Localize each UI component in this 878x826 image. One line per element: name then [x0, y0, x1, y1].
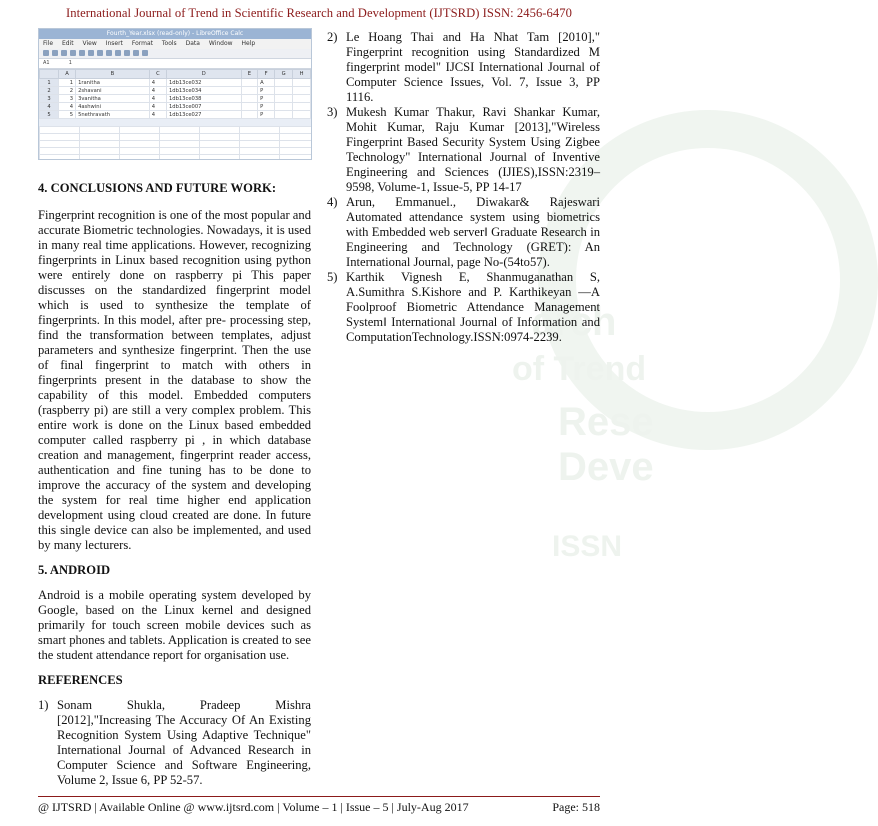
empty-grid: [39, 126, 311, 159]
page-number: Page: 518: [552, 800, 600, 814]
toolbar-icon: [115, 50, 121, 56]
menu-item: Edit: [61, 40, 74, 47]
menu-item: Format: [131, 40, 153, 47]
menu-item: View: [82, 40, 97, 47]
toolbar-icon: [43, 50, 49, 56]
list-item: [38, 698, 311, 788]
reference-text: Karthik Vignesh E, Shanmuganathan S, A.Sumithra S.Kishore and P. Karthikeyan ―A Foolproof Biometric Attendance Management System‖ International Journal of Information and ComputationTechnology.ISSN:0974-2239.: [346, 270, 600, 344]
column-header: D: [166, 70, 241, 79]
table-row: 2 2 2shavani 4 1db13ce034 P: [40, 87, 311, 95]
toolbar-icon: [88, 50, 94, 56]
journal-header: International Journal of Trend in Scientific Research and Development (IJTSRD) ISSN: 2456-6470: [66, 6, 572, 20]
formula-value: 1: [68, 60, 72, 66]
reference-text: Arun, Emmanuel., Diwakar& Rajeswari Automated attendance system using biometrics with Embedded web server‖ Graduate Research in Engineering and Technology (GRET): An International Journal, page No-(54to57).: [346, 195, 600, 269]
toolbar-icon: [124, 50, 130, 56]
column-header: H: [293, 70, 311, 79]
cell-reference: A1: [43, 60, 50, 66]
reference-text: Sonam Shukla, Pradeep Mishra [2012],"Increasing The Accuracy Of An Existing Recognition System Using Adaptive Technique" International Journal of Advanced Research in Computer Science and Software Engineering, Volume 2, Issue 6, PP 52-57.: [57, 698, 311, 787]
column-header: A: [59, 70, 76, 79]
toolbar: [39, 49, 311, 59]
reference-number: 5): [327, 270, 338, 284]
table-row: 3 3 3vanitha 4 1db13ce038 P: [40, 95, 311, 103]
reference-number: 4): [327, 195, 338, 209]
footer-info: @ IJTSRD | Available Online @ www.ijtsrd.com | Volume – 1 | Issue – 5 | July-Aug 2017: [38, 800, 469, 814]
toolbar-icon: [52, 50, 58, 56]
column-header: B: [76, 70, 150, 79]
column-header: G: [275, 70, 293, 79]
reference-text: Le Hoang Thai and Ha Nhat Tam [2010]," Fingerprint recognition using Standardized M fingerprint model" IJCSI International Journal of Computer Science Issues, Vol. 7, Issue 3, PP 1116.: [346, 30, 600, 104]
menu-item: Tools: [161, 40, 177, 47]
reference-number: 2): [327, 30, 338, 44]
right-column: [327, 30, 600, 345]
column-header: E: [241, 70, 258, 79]
window-title: Fourth_Year.xlsx (read-only) - LibreOffice Calc: [39, 29, 311, 39]
reference-list: [38, 698, 311, 788]
menu-item: Insert: [105, 40, 123, 47]
section-paragraph: Fingerprint recognition is one of the most popular and accurate Biometric technologies. Nowadays, it is used in many real time applications. However, recognizing fingerprints in Linux based recognition using python were entirely done on raspberry pi This paper discusses on the standardized fingerprint model which is used to synthesize the template of fingerprints. In this model, after pre- processing step, find the transformation between templates, adjust parameters and synthesize fingerprint. Then the use of final fingerprint to match with others in fingerprints present in the database to show the capability of this model. Embedded computers (raspberry pi) are still a very complex problem. This entire work is done on the Linux based embedded computer called raspberry pi , in which database creation and management, fingerprint reader access, authentication and fine tuning has to be done to improve the accuracy of the system and developing the system for real time higher end application development using cloud created are done. In future this single device can also be implemented, and used by many lecturers.: [38, 208, 311, 552]
table-row: 5 5 5nethravath 4 1db13ce027 P: [40, 111, 311, 119]
list-item: [327, 195, 600, 270]
menu-item: File: [43, 40, 54, 47]
watermark-text: Deve: [558, 445, 654, 489]
references-heading: REFERENCES: [38, 673, 123, 687]
reference-number: 3): [327, 105, 338, 119]
toolbar-icon: [70, 50, 76, 56]
toolbar-icon: [133, 50, 139, 56]
section-heading: 4. CONCLUSIONS AND FUTURE WORK:: [38, 181, 277, 195]
table-row: 1 1 1ranitha 4 1db13ce032 A: [40, 79, 311, 87]
menu-item: Window: [208, 40, 233, 47]
section-heading: 5. ANDROID: [38, 563, 111, 577]
toolbar-icon: [79, 50, 85, 56]
list-item: [327, 30, 600, 105]
watermark-text: of Trend: [512, 350, 647, 388]
left-column: [38, 181, 311, 788]
section-paragraph: Android is a mobile operating system developed by Google, based on the Linux kernel and designed primarily for touch screen mobile devices such as smart phones and tablets. Application is created to see the student attendance report for organisation use.: [38, 588, 311, 662]
toolbar-icon: [106, 50, 112, 56]
list-item: [327, 270, 600, 345]
watermark-text: Rese: [558, 400, 654, 444]
footer-divider: [38, 796, 600, 797]
column-header: F: [258, 70, 275, 79]
spreadsheet-screenshot: [38, 28, 312, 160]
toolbar-icon: [61, 50, 67, 56]
sheet-grid: [39, 69, 311, 119]
watermark-text: ISSN: [552, 530, 623, 563]
toolbar-icon: [142, 50, 148, 56]
page-footer: [38, 800, 600, 815]
toolbar-icon: [97, 50, 103, 56]
list-item: [327, 105, 600, 195]
menu-bar: [39, 39, 311, 49]
column-header: C: [149, 70, 166, 79]
reference-number: 1): [38, 698, 49, 712]
reference-text: Mukesh Kumar Thakur, Ravi Shankar Kumar, Mohit Kumar, Raju Kumar [2013],"Wireless Fingerprint Based Security System Using Zigbee Technology" International Journal of Inventive Engineering and Sciences (IJIES),ISSN:2319–9598, Volume-1, Issue-5, PP 14-17: [346, 105, 600, 194]
watermark-text: arch: [532, 300, 617, 344]
formula-bar: [39, 59, 311, 69]
column-header-row: [40, 70, 311, 79]
table-row: 4 4 4ashwini 4 1db13ce007 P: [40, 103, 311, 111]
menu-item: Data: [185, 40, 200, 47]
reference-list: [327, 30, 600, 345]
menu-item: Help: [241, 40, 256, 47]
